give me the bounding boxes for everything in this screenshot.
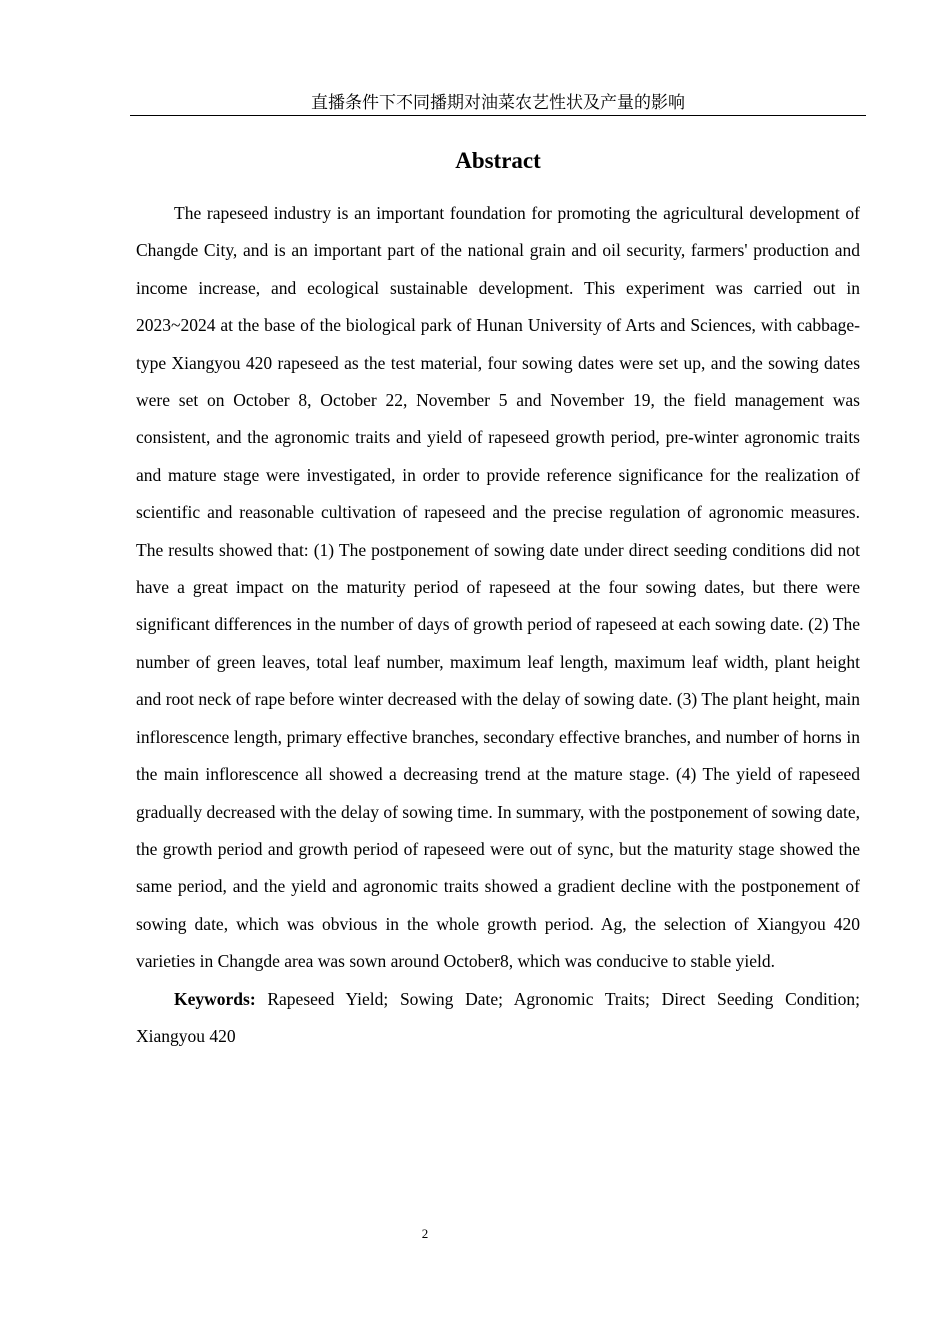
running-header bbox=[130, 92, 866, 116]
keywords-text: Rapeseed Yield; Sowing Date; Agronomic Traits; Direct Seeding Condition; Xiangyou 420 bbox=[136, 988, 860, 1046]
keywords-label: Keywords: bbox=[174, 988, 256, 1009]
keywords-line bbox=[136, 981, 860, 1056]
abstract-heading: Abstract bbox=[455, 148, 541, 173]
running-header-title: 直播条件下不同播期对油菜农艺性状及产量的影响 bbox=[311, 93, 685, 113]
abstract-paragraph: The rapeseed industry is an important foundation for promoting the agricultural development of Changde City, and is an important part of the national grain and oil security, farmers' production and income increase, and ecological sustainable development. This experiment was carried out in 2023~2024 at the base of the biological park of Hunan University of Arts and Sciences, with cabbage-type Xiangyou 420 rapeseed as the test material, four sowing dates were set up, and the sowing dates were set on October 8, October 22, November 5 and November 19, the field management was consistent, and the agronomic traits and yield of rapeseed growth period, pre-winter agronomic traits and mature stage were investigated, in order to provide reference significance for the realization of scientific and reasonable cultivation of rapeseed and the precise regulation of agronomic measures. The results showed that: (1) The postponement of sowing date under direct seeding conditions did not have a great impact on the maturity period of rapeseed at the four sowing dates, but there were significant differences in the number of days of growth period of rapeseed at each sowing date. (2) The number of green leaves, total leaf number, maximum leaf length, maximum leaf width, plant height and root neck of rape before winter decreased with the delay of sowing date. (3) The plant height, main inflorescence length, primary effective branches, secondary effective branches, and number of horns in the main inflorescence all showed a decreasing trend at the mature stage. (4) The yield of rapeseed gradually decreased with the delay of sowing time. In summary, with the postponement of sowing date, the growth period and growth period of rapeseed were out of sync, but the maturity stage showed the same period, and the yield and agronomic traits showed a gradient decline with the postponement of sowing date, which was obvious in the whole growth period. Ag, the selection of Xiangyou 420 varieties in Changde area was sown around October8, which was conducive to stable yield. bbox=[136, 203, 860, 972]
page-number: 2 bbox=[421, 1226, 429, 1241]
abstract-section bbox=[136, 195, 860, 1055]
